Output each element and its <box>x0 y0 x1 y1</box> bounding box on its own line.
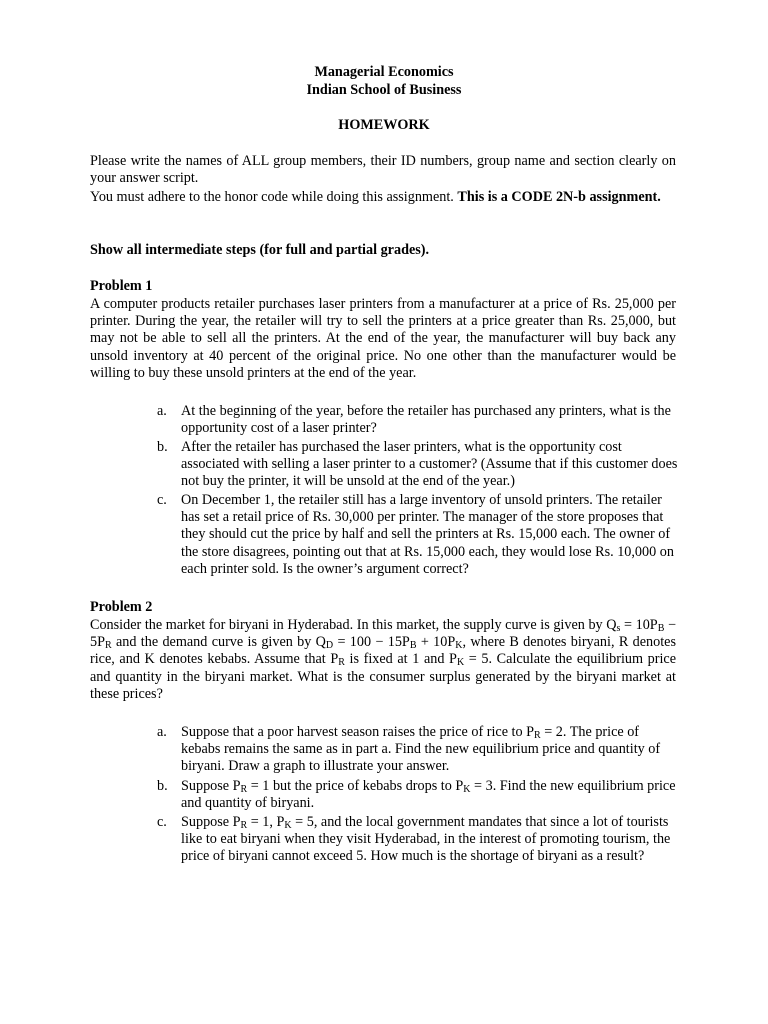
item-text: At the beginning of the year, before the retailer has purchased any printers, what is the opportunity cost of a laser printer? <box>181 403 671 437</box>
item-label: a. <box>157 403 167 419</box>
honor-code-text: You must adhere to the honor code while doing this assignment. <box>90 189 458 205</box>
instructions-honor <box>90 189 676 206</box>
problem1-text: A computer products retailer purchases laser printers from a manufacturer at a price of Rs. 25,000 per printer. During the year, the retailer will try to sell the printers at a price greater than Rs. 25,000, but may not be able to sell all the printers. At the end of the year, the manufacturer will buy back any unsold inventory at 40 percent of the original price. No one other than the manufacturer would be willing to buy these unsold printers at the end of the year. <box>90 296 676 381</box>
item-text: Suppose $P_R = 1$ but the price of kebabs drops to $P_K = 3$. Find the new equilibrium price and quantity of biryani. <box>181 778 676 812</box>
item-text: Suppose that a poor harvest season raises the price of rice to $P_R = 2$. The price of kebabs remains the same as in part a. Find the new equilibrium price and quantity of biryani. Draw a graph to illustrate your answer. <box>181 724 661 775</box>
problem1-heading: Problem 1 <box>90 278 153 294</box>
item-text: Suppose $P_R = 1$, $P_K = 5$, and the local government mandates that since a lot of tourists like to eat biryani when they visit Hyderabad, in the interest of promoting tourism, the price of biryani cannot exceed 5. How much is the shortage of biryani as a result? <box>181 814 671 865</box>
course-title: Managerial Economics <box>314 64 454 80</box>
code-note: This is a CODE 2N-b assignment. <box>457 189 661 205</box>
item-label: b. <box>157 778 168 794</box>
item-text: On December 1, the retailer still has a large inventory of unsold printers. The retailer has set a retail price of Rs. 30,000 per printer. The manager of the store proposes that they should cut the price by half and sell the printers at Rs. 15,000 each. The owner of the store disagrees, pointing out that at Rs. 15,000 each, they would lose Rs. 10,000 on each printer sold. Is the owner’s argument correct? <box>181 492 674 577</box>
problem2-text: Consider the market for biryani in Hyderabad. In this market, the supply curve is given by $Q_s = 10P_B - 5P_R$ and the demand curve is given by $Q_D = 100 - 15P_B + 10P_K$, where B denotes biryani, R denotes rice, and K denotes kebabs. Assume that $P_R$ is fixed at 1 and $P_K = 5$. Calculate the equilibrium price and quantity in the biryani market. What is the consumer surplus generated by the biryani market at these prices? <box>90 617 676 702</box>
item-label: c. <box>157 814 167 830</box>
instructions-names: Please write the names of ALL group members, their ID numbers, group name and section clearly on your answer script. <box>90 153 676 187</box>
item-label: a. <box>157 724 167 740</box>
intermediate-steps-note: Show all intermediate steps (for full and partial grades). <box>90 242 430 258</box>
homework-title: HOMEWORK <box>338 117 430 133</box>
item-label: c. <box>157 492 167 508</box>
problem2-heading: Problem 2 <box>90 599 153 615</box>
school-name: Indian School of Business <box>306 82 462 98</box>
item-label: b. <box>157 439 168 455</box>
item-text: After the retailer has purchased the laser printers, what is the opportunity cost associated with selling a laser printer to a customer? (Assume that if this customer does not buy the printer, it will be unsold at the end of the year.) <box>181 439 678 490</box>
